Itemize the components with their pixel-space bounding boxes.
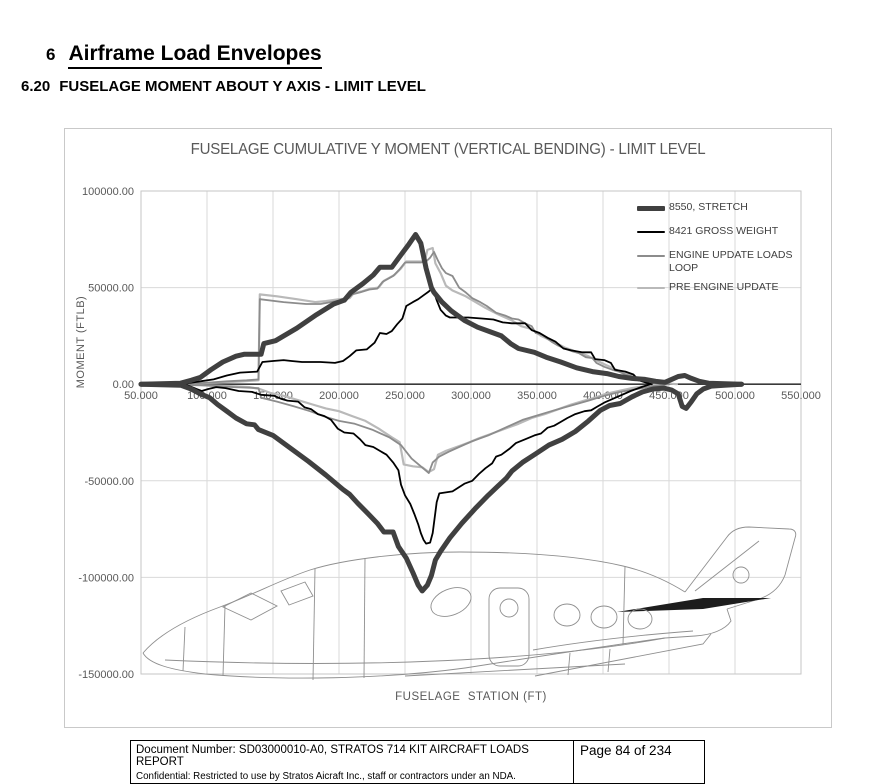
y-tick-label: 0.00 bbox=[112, 379, 134, 392]
x-tick-label: 200.000 bbox=[319, 390, 359, 403]
legend-label: 8550, STRETCH bbox=[669, 201, 748, 213]
section-title: Airframe Load Envelopes bbox=[68, 42, 321, 69]
series-line bbox=[141, 384, 742, 591]
legend-item bbox=[637, 249, 807, 275]
legend-item bbox=[637, 201, 807, 214]
subsection-title: FUSELAGE MOMENT ABOUT Y AXIS - LIMIT LEVEL bbox=[59, 78, 426, 95]
x-tick-label: 300.000 bbox=[451, 390, 491, 403]
legend-label: ENGINE UPDATE LOADS LOOP bbox=[669, 249, 793, 275]
chart-container bbox=[64, 128, 832, 728]
legend-line-swatch bbox=[637, 255, 665, 257]
legend-label: 8421 GROSS WEIGHT bbox=[669, 225, 779, 238]
subsection-heading bbox=[21, 78, 426, 95]
chart-legend bbox=[637, 201, 807, 305]
series-line bbox=[141, 384, 651, 543]
x-tick-label: 100.000 bbox=[187, 390, 227, 403]
legend-line-swatch bbox=[637, 287, 665, 289]
y-tick-label: 50000.00 bbox=[88, 282, 134, 295]
footer-left-cell bbox=[131, 741, 573, 783]
document-number-line: Document Number: SD03000010-A0, STRATOS 714 KIT AIRCRAFT LOADS REPORT bbox=[136, 744, 529, 768]
x-tick-label: 50.000 bbox=[124, 390, 158, 403]
aircraft-line-drawing bbox=[143, 527, 796, 680]
y-axis-title: MOMENT (FTLB) bbox=[75, 295, 87, 389]
legend-label: PRE ENGINE UPDATE bbox=[669, 280, 779, 293]
x-tick-label: 350.000 bbox=[517, 390, 557, 403]
legend-line-swatch bbox=[637, 231, 665, 233]
chart-title: FUSELAGE CUMULATIVE Y MOMENT (VERTICAL BENDING) - LIMIT LEVEL bbox=[190, 141, 706, 158]
x-tick-label: 550.000 bbox=[781, 390, 821, 403]
page-number-cell: Page 84 of 234 bbox=[573, 741, 704, 783]
confidential-line: Confidential: Restricted to use by Stratos Aicraft Inc., staff or contractors under an NDA. bbox=[136, 771, 516, 782]
x-tick-label: 400.000 bbox=[583, 390, 623, 403]
y-tick-label: -50000.00 bbox=[84, 475, 134, 488]
x-tick-label: 150.000 bbox=[253, 390, 293, 403]
subsection-number: 6.20 bbox=[21, 78, 51, 95]
legend-line-swatch bbox=[637, 206, 665, 211]
legend-item bbox=[637, 225, 807, 238]
x-tick-label: 500.000 bbox=[715, 390, 755, 403]
section-heading bbox=[46, 42, 322, 69]
y-tick-label: -100000.00 bbox=[78, 572, 134, 585]
section-number: 6 bbox=[46, 45, 56, 64]
footer-table bbox=[130, 740, 705, 784]
y-tick-label: 100000.00 bbox=[82, 186, 134, 198]
x-tick-label: 250.000 bbox=[385, 390, 425, 403]
legend-item bbox=[637, 281, 807, 294]
y-tick-label: -150000.00 bbox=[78, 669, 134, 681]
x-tick-label: 450.000 bbox=[649, 390, 689, 403]
x-axis-title: FUSELAGE STATION (FT) bbox=[395, 691, 547, 703]
